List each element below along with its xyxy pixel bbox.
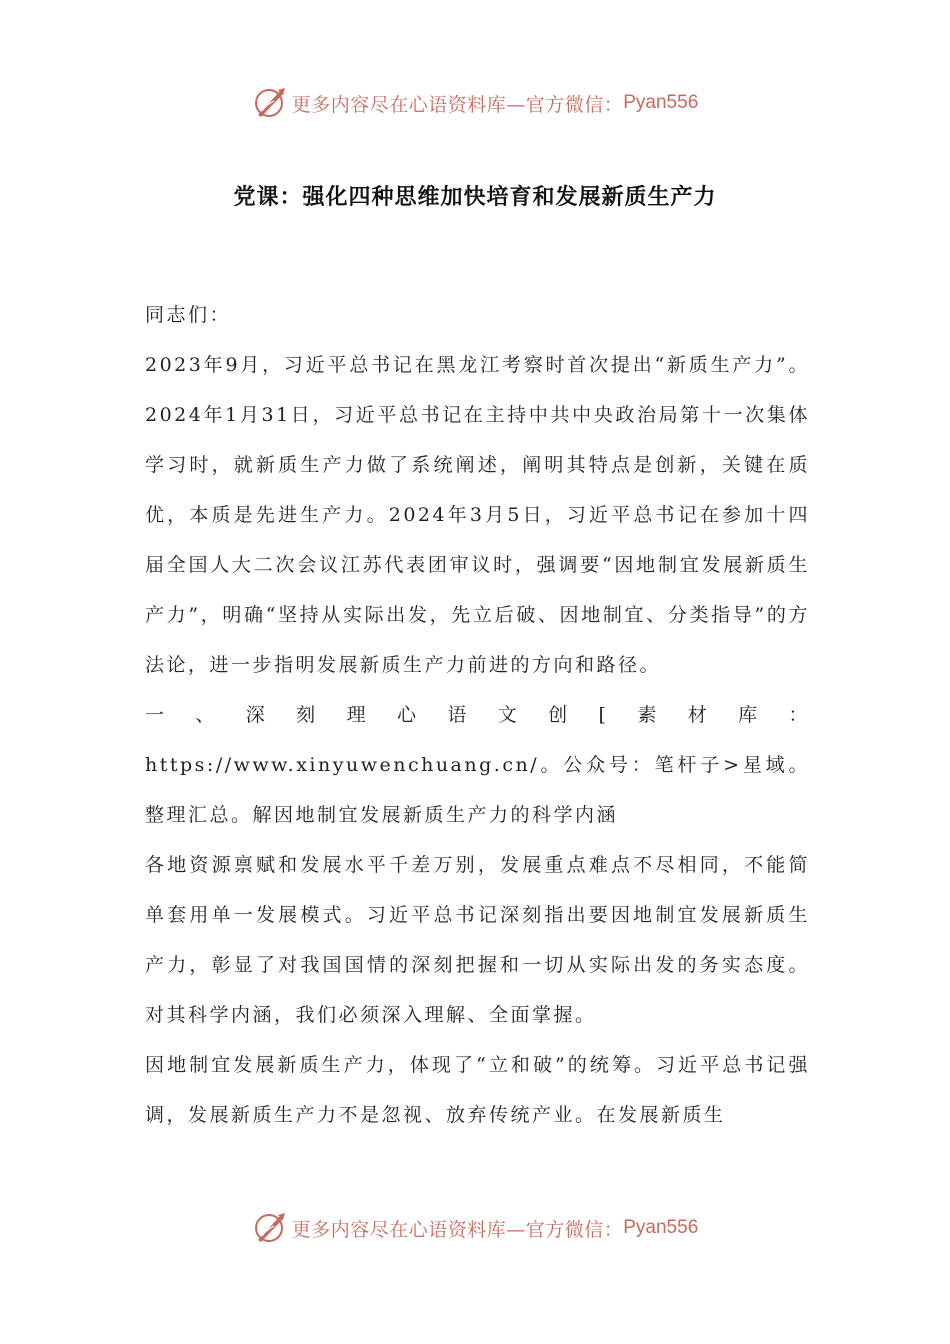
paragraph: 各地资源禀赋和发展水平千差万别，发展重点难点不尽相同，不能简单套用单一发展模式。习近平总书记深刻指出要因地制宜发展新质生产力，彰显了对我国国情的深刻把握和一切从实际出发的务实态度。对其科学内涵，我们必须深入理解、全面掌握。 bbox=[145, 854, 810, 1026]
footer-banner bbox=[0, 1208, 950, 1248]
banner-contact: Pyan556 bbox=[623, 1217, 699, 1238]
quill-logo-icon bbox=[252, 85, 288, 121]
document-body bbox=[145, 290, 810, 1140]
document-title: 党课：强化四种思维加快培育和发展新质生产力 bbox=[233, 184, 717, 210]
quill-logo-icon bbox=[252, 1210, 288, 1246]
header-banner bbox=[0, 83, 950, 123]
banner-slogan: 更多内容尽在心语资料库—官方微信： bbox=[291, 93, 624, 116]
banner-slogan: 更多内容尽在心语资料库—官方微信： bbox=[291, 1218, 624, 1241]
banner-contact: Pyan556 bbox=[623, 92, 699, 113]
paragraph: 2023年9月，习近平总书记在黑龙江考察时首次提出“新质生产力”。2024年1月31日，习近平总书记在主持中共中央政治局第十一次集体学习时，就新质生产力做了系统阐述，阐明其特点是创新，关键在质优，本质是先进生产力。2024年3月5日，习近平总书记在参加十四届全国人大二次会议江苏代表团审议时，强调要“因地制宜发展新质生产力”，明确“坚持从实际出发，先立后破、因地制宜、分类指导”的方法论，进一步指明发展新质生产力前进的方向和路径。 bbox=[145, 354, 810, 676]
section-heading: 一、深刻理心语文创[素材库：https://www.xinyuwenchuang.cn/。公众号：笔杆子>星域。整理汇总。解因地制宜发展新质生产力的科学内涵 bbox=[145, 704, 810, 826]
salutation: 同志们： bbox=[145, 304, 232, 326]
paragraph: 因地制宜发展新质生产力，体现了“立和破”的统筹。习近平总书记强调，发展新质生产力不是忽视、放弃传统产业。在发展新质生 bbox=[145, 1054, 810, 1126]
